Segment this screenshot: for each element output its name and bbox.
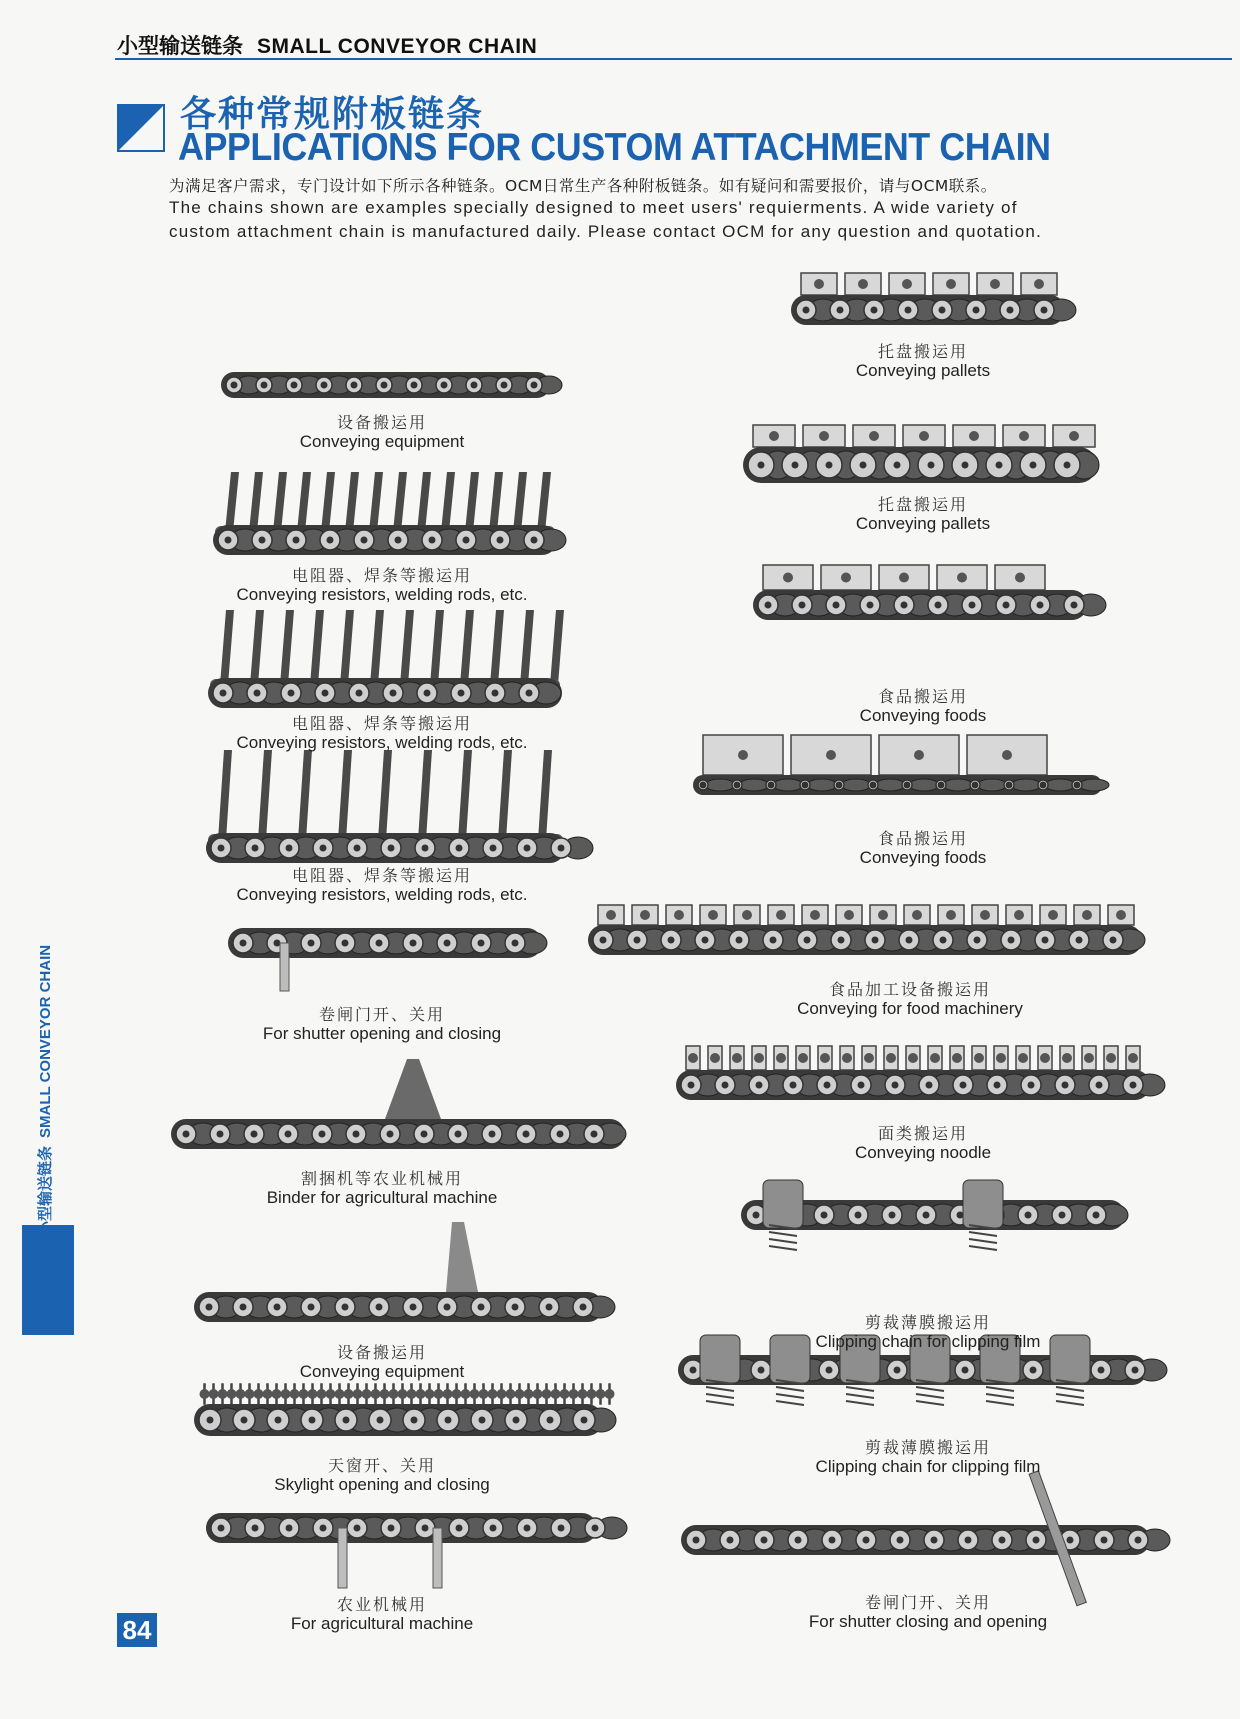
page-number: 84 [117,1613,157,1647]
chain-binder-icon [163,1047,633,1157]
chain-clipping-film-1-icon [733,1180,1133,1300]
chain-shutter-icon [220,918,550,978]
right-caption-1: 托盘搬运用 Conveying pallets [855,342,991,380]
chain-resistor-teeth-2-icon [200,608,570,708]
intro-en [169,196,1169,244]
left-caption-9: 农业机械用 For agricultural machine [290,1595,474,1633]
chain-equipment-fin-icon [186,1222,611,1332]
running-header-cn: 小型输送链条 [117,34,243,58]
chain-food-1-icon [745,540,1095,670]
right-caption-3: 食品搬运用 Conveying foods [859,687,987,725]
left-caption-8: 天窗开、关用 Skylight opening and closing [274,1456,490,1494]
side-tab [22,1225,74,1335]
chain-noodle-icon [668,1040,1158,1120]
chain-agricultural-icon [198,1503,605,1593]
running-header [117,30,537,60]
chain-pallet-2-icon [735,395,1105,495]
right-caption-8: 剪裁薄膜搬运用 Clipping chain for clipping film [815,1438,1041,1476]
page-title-cn: 各种常规附板链条 [180,94,485,135]
chain-equipment-pins-icon [213,355,558,415]
chain-food-machinery-icon [580,880,1150,980]
right-caption-4: 食品搬运用 Conveying foods [859,829,987,867]
intro-en-line-2: custom attachment chain is manufactured daily. Please contact OCM for any question and quotation. [169,222,1042,241]
left-caption-5: 卷闸门开、关用 For shutter opening and closing [262,1005,502,1043]
right-caption-5: 食品加工设备搬运用 Conveying for food machinery [797,980,1023,1018]
left-caption-7: 设备搬运用 Conveying equipment [299,1343,465,1381]
side-tab-label: 小型输送链条SMALL CONVEYOR CHAIN [36,944,54,1236]
chain-skylight-icon [186,1390,611,1450]
title-triangle-icon [117,104,165,152]
chain-resistor-teeth-1-icon [205,460,565,560]
left-caption-4: 电阻器、焊条等搬运用 Conveying resistors, welding rods, etc. [236,866,528,904]
right-caption-7: 剪裁薄膜搬运用 Clipping chain for clipping film [815,1313,1041,1351]
left-caption-2: 电阻器、焊条等搬运用 Conveying resistors, welding rods, etc. [236,566,528,604]
left-caption-6: 割捆机等农业机械用 Binder for agricultural machine [266,1169,498,1207]
right-caption-9: 卷闸门开、关用 For shutter closing and opening [808,1593,1048,1631]
right-caption-6: 面类搬运用 Conveying noodle [854,1124,992,1162]
page-title-en: APPLICATIONS FOR CUSTOM ATTACHMENT CHAIN [178,126,1051,169]
chain-pallet-1-icon [783,245,1073,335]
header-rule [115,58,1232,60]
chain-resistor-teeth-3-icon [198,760,573,865]
chain-food-2-icon [685,740,1110,820]
chain-clipping-film-2-icon [670,1340,1155,1440]
left-caption-3: 电阻器、焊条等搬运用 Conveying resistors, welding rods, etc. [236,714,528,752]
running-header-en: SMALL CONVEYOR CHAIN [257,35,538,58]
intro-en-line-1: The chains shown are examples specially designed to meet users' requierments. A wide variety of [169,198,1018,217]
right-caption-2: 托盘搬运用 Conveying pallets [855,495,991,533]
left-caption-1: 设备搬运用 Conveying equipment [299,413,465,451]
intro-cn: 为满足客户需求，专门设计如下所示各种链条。OCM日常生产各种附板链条。如有疑问和需要报价，请与OCM联系。 [169,177,997,195]
